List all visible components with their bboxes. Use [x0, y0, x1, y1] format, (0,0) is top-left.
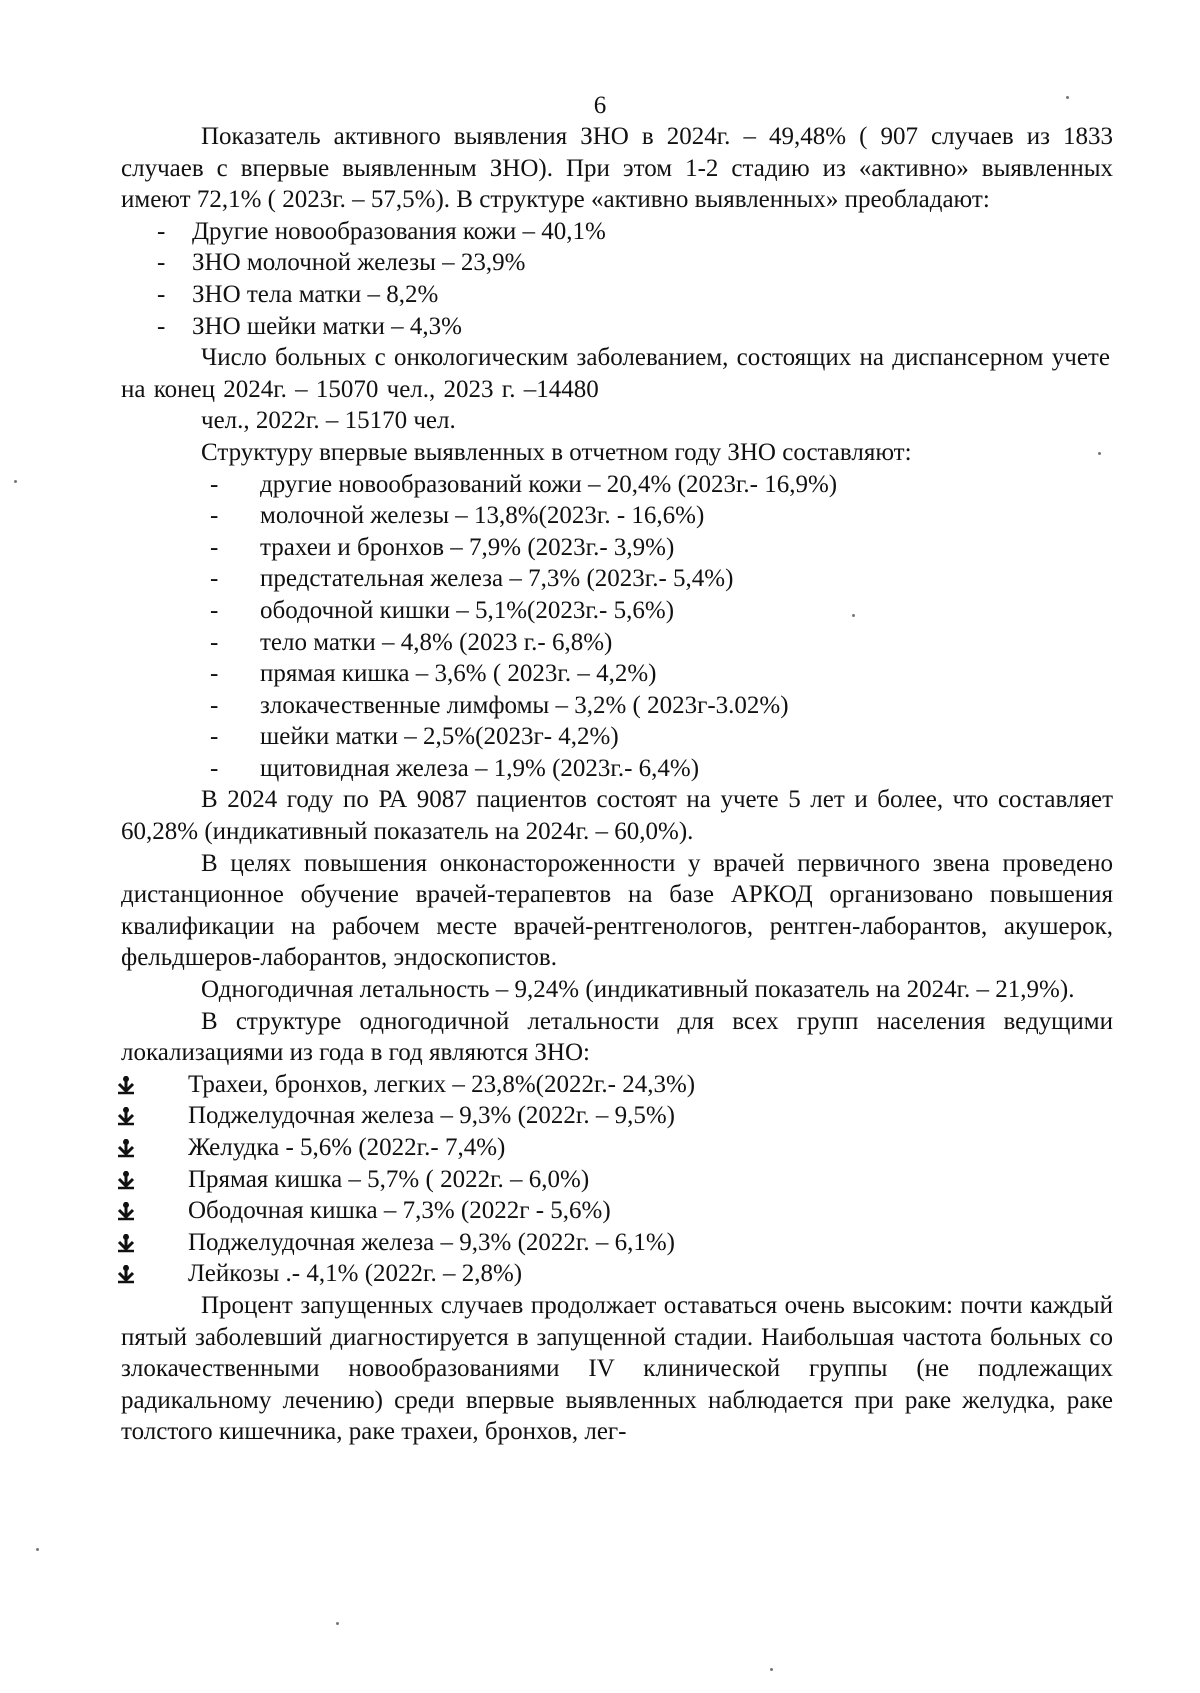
dash-marker: - — [157, 312, 166, 340]
list-item — [121, 1164, 1113, 1196]
list-item — [121, 1195, 1113, 1227]
scan-speck — [14, 480, 17, 483]
page-number: 6 — [593, 92, 607, 119]
scan-speck — [36, 1548, 39, 1551]
paragraph-dispensary: Число больных с онкологическим заболеванием, состоящих на диспансерном учете на конец 2024г. – 15070 чел., 2023 г. –14480 — [121, 344, 1110, 403]
paragraph-training: В целях повышения онконастороженности у врачей первичного звена проведено дистанционное обучение врачей-терапевтов на базе АРКОД организовано повышения квалификации на рабочем месте врачей-рентгенологов, рентген-лаборантов, акушерок, фельдшеров-лаборантов, эндоскопистов. — [121, 849, 1113, 972]
dash-marker: - — [157, 217, 166, 245]
list-item-text: ободочной кишки – 5,1%(2023г.- 5,6%) — [260, 596, 675, 624]
dash-marker: - — [157, 280, 166, 308]
scan-speck — [852, 614, 855, 617]
arrow-icon — [115, 1232, 137, 1254]
list-item — [121, 500, 1113, 532]
list-item — [121, 279, 1113, 311]
arrow-icon — [115, 1169, 137, 1191]
list-item — [121, 658, 1113, 690]
dash-marker: - — [210, 754, 219, 782]
list-item — [121, 753, 1113, 785]
list-item-text: ЗНО молочной железы – 23,9% — [192, 249, 526, 277]
list-item-text: Ободочная кишка – 7,3% (2022г - 5,6%) — [188, 1197, 611, 1225]
list-item-text: шейки матки – 2,5%(2023г- 4,2%) — [260, 723, 619, 751]
paragraph-active-detection: Показатель активного выявления ЗНО в 2024г. – 49,48% ( 907 случаев из 1833 случаев с впервые выявленным ЗНО). При этом 1-2 стадию из «активно» выявленных имеют 72,1% ( 2023г. – 57,5%). В структуре «активно выявленных» преобладают: — [121, 123, 1113, 214]
list-item-text: другие новообразований кожи – 20,4% (2023г.- 16,9%) — [260, 470, 838, 498]
list-item-text: предстательная железа – 7,3% (2023г.- 5,4%) — [260, 565, 734, 593]
dash-marker: - — [210, 502, 219, 530]
structure-list — [121, 469, 1113, 785]
list-item-text: молочной железы – 13,8%(2023г. - 16,6%) — [260, 502, 705, 530]
list-item-text: Трахеи, бронхов, легких – 23,8%(2022г.- 24,3%) — [188, 1070, 696, 1098]
scan-speck — [336, 1622, 339, 1625]
dash-marker: - — [210, 723, 219, 751]
dash-marker: - — [210, 565, 219, 593]
document-body — [121, 121, 1113, 1448]
list-item-text: трахеи и бронхов – 7,9% (2023г.- 3,9%) — [260, 533, 675, 561]
list-item — [121, 595, 1113, 627]
list-item — [121, 690, 1113, 722]
paragraph-one-year-lethality: Одногодичная летальность – 9,24% (индикативный показатель на 2024г. – 21,9%). — [201, 976, 1075, 1004]
paragraph-dispensary-continued: чел., 2022г. – 15170 чел. — [201, 407, 456, 435]
list-item-text: тело матки – 4,8% (2023 г.- 6,8%) — [260, 628, 613, 656]
list-item — [121, 216, 1113, 248]
dash-marker: - — [210, 660, 219, 688]
list-item — [121, 247, 1113, 279]
arrow-icon — [115, 1105, 137, 1127]
list-item-text: щитовидная железа – 1,9% (2023г.- 6,4%) — [260, 754, 700, 782]
list-item — [121, 1258, 1113, 1290]
paragraph-five-years: В 2024 году по РА 9087 пациентов состоят на учете 5 лет и более, что составляет 60,28% (индикативный показатель на 2024г. – 60,0%). — [121, 786, 1113, 846]
list-item — [121, 1100, 1113, 1132]
dash-marker: - — [157, 249, 166, 277]
dash-marker: - — [210, 533, 219, 561]
scan-speck — [770, 1668, 773, 1671]
list-item — [121, 721, 1113, 753]
arrow-icon — [115, 1200, 137, 1222]
scan-speck — [1066, 96, 1069, 99]
arrow-icon — [115, 1137, 137, 1159]
list-item-text: Желудка - 5,6% (2022г.- 7,4%) — [188, 1134, 506, 1161]
list-item-text: прямая кишка – 3,6% ( 2023г. – 4,2%) — [260, 660, 657, 688]
list-item — [121, 469, 1113, 501]
list-item-text: ЗНО тела матки – 8,2% — [192, 280, 439, 308]
list-item — [121, 1227, 1113, 1259]
arrow-icon — [115, 1263, 137, 1285]
list-item — [121, 532, 1113, 564]
dash-marker: - — [210, 470, 219, 498]
list-item-text: Лейкозы .- 4,1% (2022г. – 2,8%) — [188, 1260, 523, 1288]
paragraph-advanced-cases: Процент запущенных случаев продолжает оставаться очень высоким: почти каждый пятый заболевший диагностируется в запущенной стадии. Наибольшая частота больных со злокачественными новообразованиями IV клинической группы (не подлежащих радикальному лечению) среди впервые выявленных наблюдается при раке желудка, раке толстого кишечника, раке трахеи, бронхов, лег- — [121, 1291, 1113, 1446]
list-item-text: Другие новообразования кожи – 40,1% — [192, 217, 606, 245]
scan-speck — [1098, 452, 1101, 455]
paragraph-structure-intro: Структуру впервые выявленных в отчетном году ЗНО составляют: — [201, 438, 912, 466]
list-item — [121, 1069, 1113, 1101]
list-item — [121, 627, 1113, 659]
list-item — [121, 311, 1113, 343]
dash-marker: - — [210, 628, 219, 656]
paragraph-lethality-structure: В структуре одногодичной летальности для всех групп населения ведущими локализациями из года в год являются ЗНО: — [121, 1007, 1113, 1067]
list-item-text: злокачественные лимфомы – 3,2% ( 2023г-3.02%) — [260, 691, 789, 719]
lethality-list — [121, 1069, 1113, 1290]
dash-marker: - — [210, 596, 219, 624]
list-item — [121, 1132, 1113, 1164]
active-detection-list — [121, 216, 1113, 342]
list-item-text: ЗНО шейки матки – 4,3% — [192, 312, 463, 340]
dash-marker: - — [210, 691, 219, 719]
list-item-text: Поджелудочная железа – 9,3% (2022г. – 6,1%) — [188, 1228, 675, 1256]
list-item — [121, 563, 1113, 595]
arrow-icon — [115, 1074, 137, 1096]
list-item-text: Поджелудочная железа – 9,3% (2022г. – 9,5%) — [188, 1102, 675, 1130]
list-item-text: Прямая кишка – 5,7% ( 2022г. – 6,0%) — [188, 1165, 590, 1193]
